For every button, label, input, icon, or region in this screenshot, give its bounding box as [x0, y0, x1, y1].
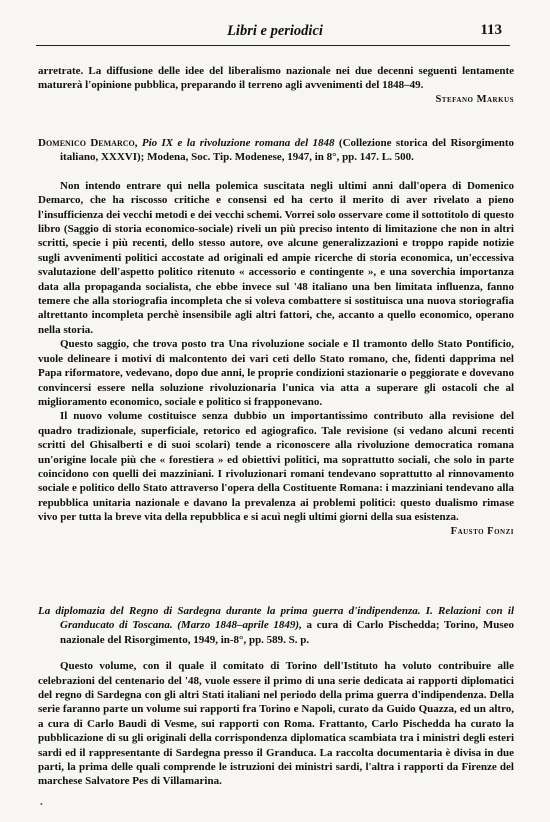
review-diplomazia-paragraph: Questo volume, con il quale il comitato di Torino dell'Istituto ha voluto contribuire alle celebrazioni del centenario del '48, vuole essere il primo di una serie dedicata ai rapporti diplomatici del regno di Sardegna con gli altri Stati italiani nel periodo della prima guerra d'indipendenza. Della serie faranno parte un volume sui rapporti fra Torino e Napoli, curato da Guido Quazza, ed un altro, a cura di Carlo Baudi di Vesme, sui rapporti con Roma. Frattanto, Carlo Pischedda ha curato la pubblicazione di su gli originali della corrispondenza diplomatica scambiata tra i ministri degli esteri sardi ed il rappresentante di Sardegna presso il Granduca. La raccolta documentaria è divisa in due parti, la prima delle quali comprende le istruzioni dei ministri sardi, l'altra i rapporti da Firenze del marchese Salvatore Pes di Villamarina. [38, 660, 514, 788]
page-number: 113 [480, 22, 502, 38]
footer-mark: • [40, 800, 43, 809]
review-demarco-paragraph: Il nuovo volume costituisce senza dubbio un importantissimo contributo alla revisione del quadro tradizionale, superficiale, retorico ed agiografico. Tale revisione (si vedano alcuni recenti scritti del Ghisalberti e di suoi scolari) tende a riconoscere alla rivoluzione democratica romana un'origine locale più che « forestiera » ed obiettivi politici, ma soprattutto sociali, che solo in parte coincidono con quelli dei mazziniani. I rivoluzionari romani tendevano soprattutto al rinnovamento sociale e politico dello Stato attraverso l'opera della Costituente Romana: i mazziniani tendevano alla repubblica unitaria nazionale e davano la prevalenza ai problemi politici: questo dualismo rimase vivo per tutta la breve vita della repubblica e si acuì negli ultimi giorni della sua esistenza. [38, 410, 514, 524]
review-demarco-paragraph: Non intendo entrare qui nella polemica suscitata negli ultimi anni dall'opera di Domenico Demarco, che ha riscosso critiche e consensi ed ha certo il merito di aver rivelato a pieno l'insufficienza dei vecchi metodi e dei vecchi schemi. Vorrei solo osservare come il sottotitolo di questo libro (Saggio di storia economico-sociale) riveli un più preciso intento di limitazione che non in altri scritti, specie i più recenti, dello stesso autore, ove alcune generalizzazioni e troppo rapide notizie sugli avvenimenti politici accostate ad originali ed ampie ricerche di storia economica, un'eccessiva svalutazione dell'aspetto politico ritenuto « accessorio e contingente », e una soverchia importanza data alla propaganda socialista, che ebbe invece sul '48 italiano una ben limitata influenza, fanno temere che alla storiografia incompleta che si voleva combattere si sostituisca una nuova storiografia altrettanto incompleta perchè insensibile agli altri fattori, che, accanto a quello economico, operano nella storia. [38, 179, 514, 336]
review-markus [38, 64, 514, 107]
review-diplomazia-citation [38, 604, 514, 647]
running-header [0, 22, 550, 44]
review-markus-signature: Stefano Markus [435, 93, 514, 105]
review-markus-text: arretrate. La diffusione delle idee del liberalismo nazionale nei due decenni seguenti lentamente maturerà l'opinione pubblica, preparando il terreno agli avvenimenti del 1848–49. [38, 65, 514, 92]
citation-title: La diplomazia del Regno di Sardegna durante la prima guerra d'indipendenza. I. Relazioni con il Granducato di Toscana. (Marzo 1848–aprile 1849), [38, 605, 514, 632]
citation-title: Pio IX e la rivoluzione romana del 1848 [141, 137, 335, 149]
running-title: Libri e periodici [227, 23, 323, 39]
citation-details: a cura di Carlo Pischedda; Torino, Museo nazionale del Risorgimento, 1949, in-8°, pp. 589. S. p. [60, 619, 515, 646]
review-demarco-paragraph: Questo saggio, che trova posto tra Una rivoluzione sociale e Il tramonto dello Stato Pontificio, vuole delineare i motivi di malcontento dei vari ceti dello Stato romano, che, fidenti dapprima nel Papa riformatore, vedevano, dopo due anni, le proprie condizioni stazionarie o peggiorate e dovevano convincersi essere nella soluzione rivoluzionaria l'unica via atta a superare gli ostacoli che al miglioramento economico, sociale e politico si frapponevano. [38, 338, 514, 408]
citation-details: (Collezione storica del Risorgimento italiano, XXXVI); Modena, Soc. Tip. Modenese, 1947, in 8°, pp. 147. L. 500. [60, 137, 514, 164]
citation-author: Domenico Demarco, [38, 137, 138, 149]
header-rule [36, 45, 510, 46]
review-diplomazia [38, 604, 514, 789]
review-demarco [38, 136, 514, 539]
review-demarco-signature: Fausto Fonzi [450, 525, 514, 537]
review-demarco-citation [38, 136, 514, 165]
